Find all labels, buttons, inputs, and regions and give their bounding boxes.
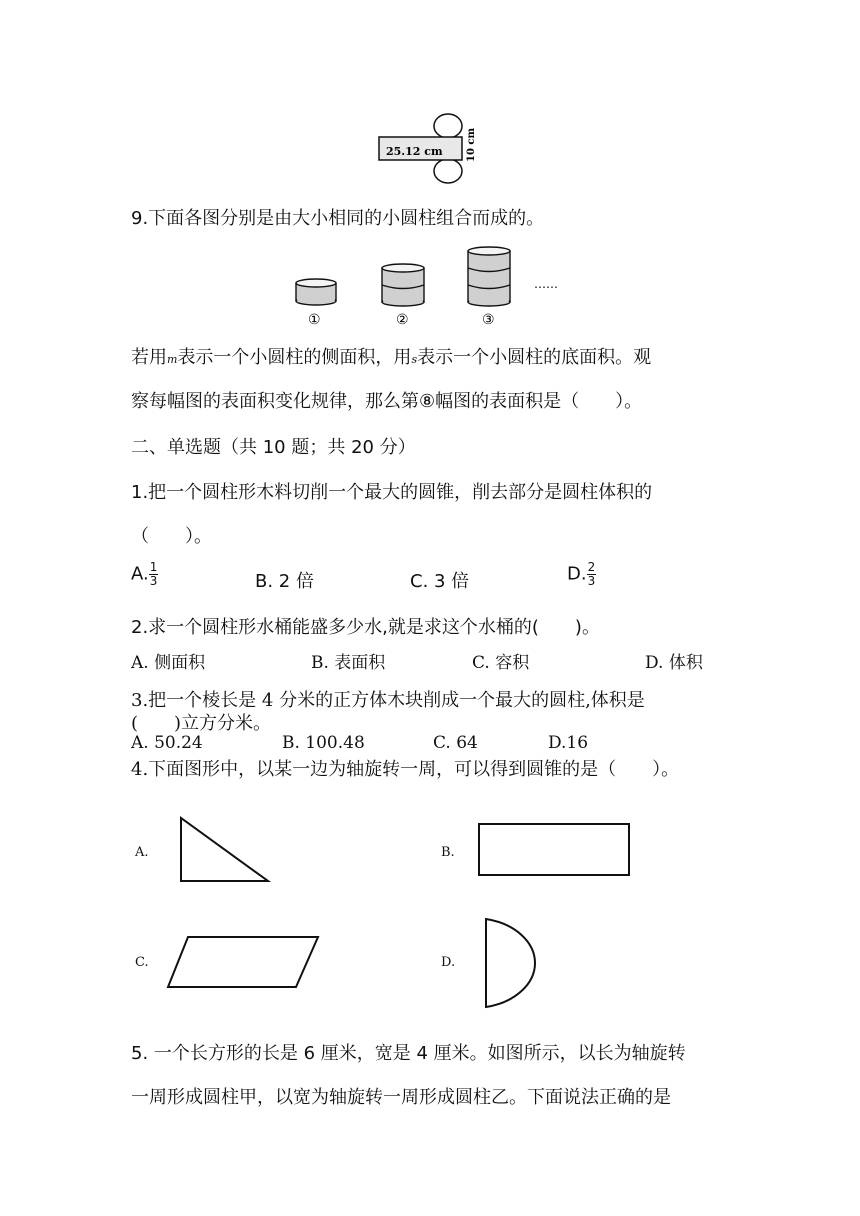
- q1-stem-line2: （ ）。: [131, 526, 212, 547]
- q1-option-d[interactable]: D. $\frac{2}{3}$: [567, 560, 596, 588]
- rectangle-shape[interactable]: [474, 820, 634, 880]
- ellipsis: ……: [534, 277, 558, 291]
- length-label: 25.12 cm: [386, 145, 443, 158]
- bottom-circle: [434, 159, 462, 183]
- figure-label-3: ③: [482, 312, 495, 328]
- parallelogram-shape[interactable]: [164, 932, 324, 992]
- q1-stem-line1: 1.把一个圆柱形木料切削一个最大的圆锥，削去部分是圆柱体积的: [131, 482, 653, 503]
- cylinder-stack-3: [468, 247, 510, 306]
- q4-label-a[interactable]: A.: [135, 845, 149, 860]
- q3-option-d[interactable]: D.16: [548, 733, 589, 753]
- var-m: m: [167, 353, 178, 366]
- q2-option-c[interactable]: C. 容积: [472, 653, 530, 673]
- top-circle: [434, 114, 462, 138]
- q9-title: 9.下面各图分别是由大小相同的小圆柱组合而成的。: [131, 208, 545, 229]
- q9-text-line1: [131, 343, 651, 369]
- right-triangle-shape[interactable]: [170, 812, 274, 886]
- fraction-1-3: $\frac{1}{3}$: [149, 560, 158, 588]
- q5-stem-line1: 5. 一个长方形的长是 6 厘米，宽是 4 厘米。如图所示，以长为轴旋转: [131, 1043, 686, 1064]
- stacked-cylinders-figure: [290, 242, 570, 330]
- q3-stem-line1: 3.把一个棱长是 4 分米的正方体木块削成一个最大的圆柱,体积是: [131, 690, 645, 711]
- q3-stem-line2: ( )立方分米。: [131, 713, 272, 734]
- q3-option-c[interactable]: C. 64: [433, 733, 478, 753]
- q1-option-c[interactable]: C. 3 倍: [410, 571, 470, 592]
- section-heading: 二、单选题（共 10 题；共 20 分）: [131, 437, 416, 458]
- cylinder-stack-2: [382, 264, 424, 306]
- figure-label-2: ②: [396, 312, 409, 328]
- q2-option-b[interactable]: B. 表面积: [311, 653, 386, 673]
- q4-label-d[interactable]: D.: [441, 955, 456, 970]
- q3-option-a[interactable]: A. 50.24: [131, 733, 203, 753]
- q9-text-line2: 察每幅图的表面积变化规律，那么第⑧幅图的表面积是（ ）。: [131, 391, 643, 412]
- figure-label-1: ①: [308, 312, 321, 328]
- height-label: 10 cm: [466, 127, 477, 162]
- q1-option-a[interactable]: A. $\frac{1}{3}$: [131, 560, 158, 588]
- cylinder-stack-1: [296, 279, 336, 305]
- q2-option-a[interactable]: A. 侧面积: [131, 653, 206, 673]
- q2-stem: 2.求一个圆柱形水桶能盛多少水,就是求这个水桶的( )。: [131, 617, 600, 638]
- q2-option-d[interactable]: D. 体积: [645, 653, 703, 673]
- semicircle-shape[interactable]: [480, 914, 554, 1012]
- q3-option-b[interactable]: B. 100.48: [282, 733, 365, 753]
- q9-text-post: 表示一个小圆柱的底面积。观: [417, 347, 652, 368]
- q9-text-pre: 若用: [131, 347, 167, 368]
- fraction-2-3: $\frac{2}{3}$: [587, 560, 596, 588]
- q4-label-c[interactable]: C.: [135, 955, 149, 970]
- q4-stem: 4.下面图形中，以某一边为轴旋转一周，可以得到圆锥的是（ ）。: [131, 759, 680, 780]
- q9-text-mid: 表示一个小圆柱的侧面积，用: [177, 347, 412, 368]
- cylinder-net-figure: [370, 110, 490, 185]
- q5-stem-line2: 一周形成圆柱甲，以宽为轴旋转一周形成圆柱乙。下面说法正确的是: [131, 1087, 671, 1108]
- q4-label-b[interactable]: B.: [441, 845, 455, 860]
- var-s: s: [411, 353, 418, 366]
- q1-option-b[interactable]: B. 2 倍: [255, 571, 314, 592]
